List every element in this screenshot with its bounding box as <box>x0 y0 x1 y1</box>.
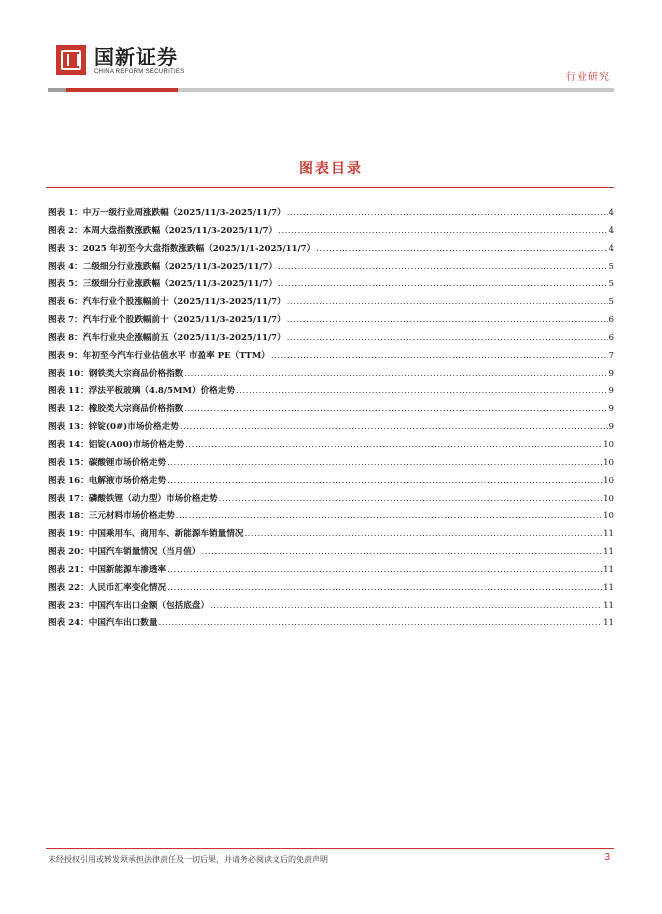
toc-entry-label: 图表 3： <box>48 243 83 254</box>
toc-entry[interactable] <box>48 563 614 581</box>
toc-entry-label: 图表 15： <box>48 457 89 468</box>
toc-entry-label: 图表 1： <box>48 208 83 218</box>
toc-entry-leader <box>278 262 607 272</box>
toc-entry-page: 11 <box>603 564 614 575</box>
toc-entry-title: 铝锭(A00)市场价格走势 <box>88 439 185 450</box>
toc-entry-title: 电解液市场价格走势 <box>88 475 167 486</box>
toc-entry-title: 汽车行业个股跌幅前十（2025/11/3-2025/11/7） <box>82 315 286 326</box>
toc-entry-leader <box>287 297 608 307</box>
toc-entry[interactable] <box>48 242 614 260</box>
toc-entry-page: 7 <box>608 350 614 361</box>
toc-entry[interactable] <box>48 509 614 527</box>
toc-entry-label: 图表 6： <box>48 297 83 308</box>
logo-text <box>94 46 185 75</box>
toc-entry-page: 10 <box>603 475 614 486</box>
toc-entry-title: 2025 年初至今大盘指数涨跌幅（2025/1/1-2025/11/7） <box>82 243 316 254</box>
toc-entry-label: 图表 4： <box>48 261 83 272</box>
toc-entry-leader <box>167 583 602 593</box>
toc-entry-page: 11 <box>603 582 614 593</box>
toc-entry-label: 图表 24： <box>48 618 89 629</box>
toc-entry[interactable] <box>48 545 614 563</box>
toc-entry-page: 11 <box>603 600 614 611</box>
toc-entry-label: 图表 17： <box>48 493 89 504</box>
toc-title: 图表目录 <box>299 161 363 177</box>
toc-entry-page: 5 <box>608 279 614 290</box>
toc-entry[interactable] <box>48 492 614 510</box>
toc-entry-label: 图表 11： <box>48 386 89 397</box>
toc-entry-page: 4 <box>608 208 614 218</box>
toc-entry-leader <box>287 315 608 325</box>
toc-entry-title: 二级细分行业涨跌幅（2025/11/3-2025/11/7） <box>82 261 278 272</box>
toc-entry-title: 浮法平板玻璃（4.8/5MM）价格走势 <box>88 386 235 397</box>
toc-entry-leader <box>236 386 608 396</box>
toc-entry-leader <box>287 333 608 343</box>
toc-entry[interactable] <box>48 616 614 634</box>
logo-icon <box>56 45 86 75</box>
toc-entry-label: 图表 21： <box>48 564 89 575</box>
brand-name-en: CHINA REFORM SECURITIES <box>94 68 185 75</box>
toc-entry-title: 碳酸锂市场价格走势 <box>88 457 167 468</box>
toc-entry-label: 图表 8： <box>48 332 83 343</box>
toc-entry-leader <box>184 369 607 379</box>
toc-entry-leader <box>201 547 602 557</box>
toc-entry-leader <box>244 529 602 539</box>
toc-entry[interactable] <box>48 599 614 617</box>
toc-entry[interactable] <box>48 206 614 224</box>
toc-entry-title: 人民币汇率变化情况 <box>88 582 167 593</box>
toc-entry[interactable] <box>48 581 614 599</box>
toc-entry-label: 图表 20： <box>48 547 89 558</box>
toc-entry-title: 中国汽车出口数量 <box>88 618 158 629</box>
toc-entry-page: 10 <box>603 439 614 450</box>
toc-entry-leader <box>159 618 603 628</box>
toc-entry-label: 图表 9： <box>48 350 83 361</box>
toc-entry-leader <box>167 565 602 575</box>
toc-entry-page: 9 <box>608 368 614 379</box>
toc-entry-page: 11 <box>603 618 614 629</box>
toc-entry-label: 图表 7： <box>48 315 83 326</box>
toc-entry-leader <box>180 422 608 432</box>
toc-entry-title: 中国乘用车、商用车、新能源车销量情况 <box>88 529 244 540</box>
toc-entry-title: 年初至今汽车行业估值水平 市盈率 PE（TTM） <box>82 350 270 361</box>
toc-entry-leader <box>219 494 602 504</box>
toc-entry-title: 中万一级行业周涨跌幅（2025/11/3-2025/11/7） <box>82 208 286 218</box>
brand-name-cn: 国新证券 <box>94 44 178 69</box>
toc-entry-leader <box>167 458 602 468</box>
toc-entry[interactable] <box>48 474 614 492</box>
toc-entry[interactable] <box>48 402 614 420</box>
footer-disclaimer: 未经授权引用或转发须承担法律责任及一切后果，并请务必阅读文后的免责声明 <box>48 855 328 864</box>
toc-entry-label: 图表 23： <box>48 600 89 611</box>
toc-entry[interactable] <box>48 456 614 474</box>
toc-entry[interactable] <box>48 367 614 385</box>
toc-entry-label: 图表 10： <box>48 368 89 379</box>
toc-entry-label: 图表 5： <box>48 279 83 290</box>
toc-entry-leader <box>185 440 602 450</box>
toc-entry[interactable] <box>48 260 614 278</box>
toc-entry-leader <box>184 404 607 414</box>
toc-entry-label: 图表 19： <box>48 529 89 540</box>
toc-entry-page: 11 <box>603 547 614 558</box>
footer-rule <box>46 848 614 849</box>
header-rule <box>48 88 614 92</box>
toc-entry-label: 图表 18： <box>48 511 89 522</box>
toc-entry-leader <box>176 511 602 521</box>
toc-entry-label: 图表 2： <box>48 225 83 236</box>
toc-entry-title: 锌锭(0#)市场价格走势 <box>88 422 179 433</box>
toc-entry-title: 汽车行业个股涨幅前十（2025/11/3-2025/11/7） <box>82 297 286 308</box>
page-number: 3 <box>604 852 610 863</box>
toc-entry-page: 5 <box>608 261 614 272</box>
toc-entry-label: 图表 22： <box>48 582 89 593</box>
toc-entry-leader <box>271 351 608 361</box>
toc-entry-page: 4 <box>608 243 614 254</box>
toc-entry-leader <box>287 208 608 218</box>
toc-entry-title: 中国新能源车渗透率 <box>88 564 167 575</box>
toc-entry-title: 橡胶类大宗商品价格指数 <box>88 404 184 415</box>
toc-entry-page: 9 <box>608 422 614 433</box>
toc-entry[interactable] <box>48 295 614 313</box>
section-label: 行业研究 <box>566 72 610 83</box>
brand-logo <box>56 45 185 75</box>
toc-entry[interactable] <box>48 224 614 242</box>
toc-entry[interactable] <box>48 420 614 438</box>
toc-entry[interactable] <box>48 349 614 367</box>
toc-entry[interactable] <box>48 384 614 402</box>
toc-entry-page: 6 <box>608 315 614 326</box>
toc-entry-leader <box>316 244 607 254</box>
toc-entry-title: 中国汽车销量情况（当月值） <box>88 547 201 558</box>
toc-entry-title: 磷酸铁锂（动力型）市场价格走势 <box>88 493 218 504</box>
toc-entry-page: 4 <box>608 225 614 236</box>
toc-entry-page: 10 <box>603 511 614 522</box>
toc-entry-title: 中国汽车出口金额（包括底盘） <box>88 600 210 611</box>
toc-entry-leader <box>167 476 602 486</box>
toc-entry-page: 6 <box>608 332 614 343</box>
toc-entry[interactable] <box>48 527 614 545</box>
toc-entry[interactable] <box>48 438 614 456</box>
toc-entry-label: 图表 13： <box>48 422 89 433</box>
toc-entry-label: 图表 12： <box>48 404 89 415</box>
toc-entry-title: 钢铁类大宗商品价格指数 <box>88 368 184 379</box>
toc-entry-page: 5 <box>608 297 614 308</box>
toc-list <box>48 206 614 634</box>
toc-entry-label: 图表 14： <box>48 439 89 450</box>
toc-entry-leader <box>278 226 607 236</box>
toc-entry-title: 三级细分行业涨跌幅（2025/11/3-2025/11/7） <box>82 279 278 290</box>
toc-entry-page: 11 <box>603 529 614 540</box>
toc-entry-page: 10 <box>603 493 614 504</box>
toc-entry-leader <box>210 601 602 611</box>
toc-entry-leader <box>278 279 607 289</box>
toc-entry-title: 三元材料市场价格走势 <box>88 511 175 522</box>
toc-entry-page: 10 <box>603 457 614 468</box>
toc-entry-title: 本周大盘指数涨跌幅（2025/11/3-2025/11/7） <box>82 225 278 236</box>
toc-entry-page: 9 <box>608 386 614 397</box>
toc-entry-label: 图表 16： <box>48 475 89 486</box>
toc-entry[interactable] <box>48 277 614 295</box>
toc-entry-page: 9 <box>608 404 614 415</box>
toc-entry[interactable] <box>48 331 614 349</box>
toc-entry-title: 汽车行业央企涨幅前五（2025/11/3-2025/11/7） <box>82 332 286 343</box>
toc-title-rule <box>46 187 614 188</box>
toc-entry[interactable] <box>48 313 614 331</box>
